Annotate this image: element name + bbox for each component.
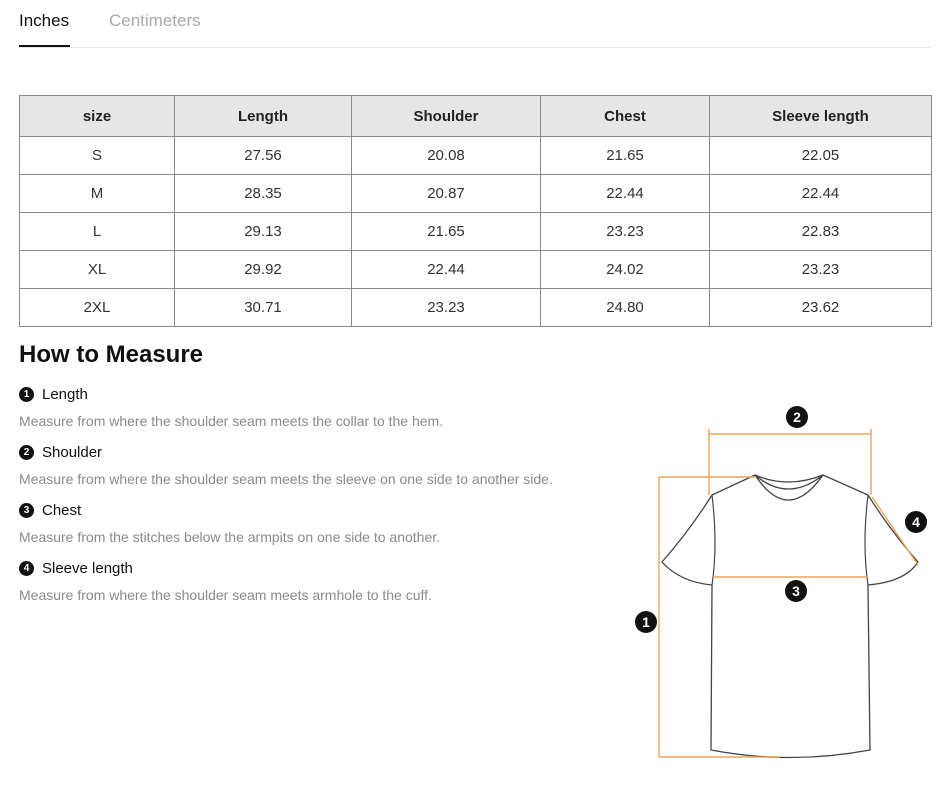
guide-item-length: [19, 384, 599, 442]
tab-centimeters[interactable]: Centimeters: [109, 11, 201, 30]
guide-description: Measure from the stitches below the armpits on one side to another.: [19, 529, 441, 545]
guide-label: Chest: [42, 501, 82, 519]
guide-label: Shoulder: [42, 443, 103, 461]
table-cell: 22.44: [541, 175, 710, 213]
number-badge-icon: 1: [19, 387, 34, 402]
tshirt-measure-diagram: [620, 395, 949, 775]
table-cell: 22.44: [710, 175, 932, 213]
table-cell: 20.08: [352, 137, 541, 175]
table-cell: 27.56: [175, 137, 352, 175]
svg-text:2: 2: [793, 409, 801, 425]
header-length: Length: [175, 96, 352, 137]
guide-item-sleeve-length: [19, 558, 599, 616]
guide-item-chest: [19, 500, 599, 558]
table-cell: 30.71: [175, 289, 352, 327]
active-tab-indicator: [19, 45, 70, 47]
table-cell: 2XL: [20, 289, 175, 327]
number-badge-icon: 3: [19, 503, 34, 518]
svg-text:4: 4: [912, 514, 920, 530]
guide-item-shoulder: [19, 442, 599, 500]
table-row: [20, 251, 932, 289]
table-row: [20, 289, 932, 327]
table-cell: 22.05: [710, 137, 932, 175]
header-chest: Chest: [541, 96, 710, 137]
table-cell: S: [20, 137, 175, 175]
tshirt-diagram-svg: [620, 395, 949, 775]
svg-text:1: 1: [642, 614, 650, 630]
number-badge-icon: 2: [19, 445, 34, 460]
header-size: size: [20, 96, 175, 137]
table-cell: 22.83: [710, 213, 932, 251]
table-cell: 29.13: [175, 213, 352, 251]
table-cell: 23.23: [710, 251, 932, 289]
table-cell: 24.80: [541, 289, 710, 327]
table-header-row: [20, 96, 932, 137]
table-cell: XL: [20, 251, 175, 289]
table-row: [20, 137, 932, 175]
measure-guide: [19, 384, 599, 616]
table-cell: 23.62: [710, 289, 932, 327]
guide-label: Sleeve length: [42, 559, 133, 577]
table-cell: 21.65: [352, 213, 541, 251]
guide-description: Measure from where the shoulder seam meets the sleeve on one side to another side.: [19, 471, 553, 487]
table-cell: M: [20, 175, 175, 213]
table-cell: 24.02: [541, 251, 710, 289]
guide-label: Length: [42, 385, 88, 403]
unit-tabs: [19, 0, 931, 48]
header-sleeve-length: Sleeve length: [710, 96, 932, 137]
size-table: [19, 95, 932, 327]
table-row: [20, 175, 932, 213]
table-cell: L: [20, 213, 175, 251]
how-to-measure-title: How to Measure: [19, 341, 204, 368]
header-shoulder: Shoulder: [352, 96, 541, 137]
svg-text:3: 3: [792, 583, 800, 599]
table-cell: 23.23: [352, 289, 541, 327]
number-badge-icon: 4: [19, 561, 34, 576]
guide-description: Measure from where the shoulder seam meets the collar to the hem.: [19, 413, 444, 429]
table-cell: 21.65: [541, 137, 710, 175]
marker-4-icon: [905, 511, 927, 533]
guide-description: Measure from where the shoulder seam meets armhole to the cuff.: [19, 587, 432, 603]
table-cell: 22.44: [352, 251, 541, 289]
marker-3-icon: [785, 580, 807, 602]
table-row: [20, 213, 932, 251]
marker-2-icon: [786, 406, 808, 428]
marker-1-icon: [635, 611, 657, 633]
table-cell: 20.87: [352, 175, 541, 213]
table-cell: 29.92: [175, 251, 352, 289]
table-cell: 23.23: [541, 213, 710, 251]
tab-inches[interactable]: Inches: [19, 11, 70, 30]
tshirt-outline-icon: [662, 475, 918, 758]
table-cell: 28.35: [175, 175, 352, 213]
